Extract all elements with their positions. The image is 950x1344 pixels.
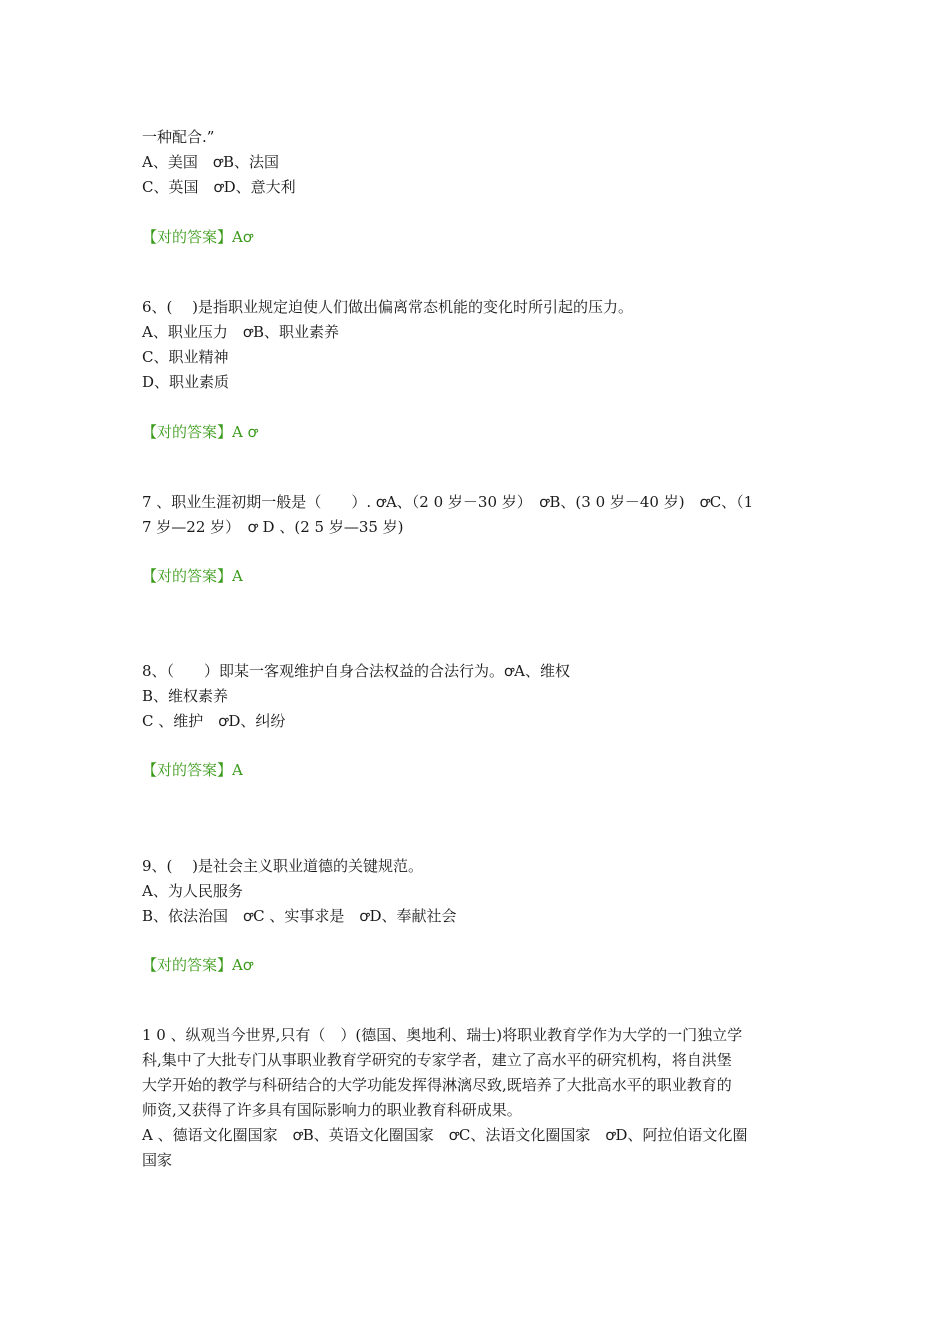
q8-stem: 8、（ ）即某一客观维护自身合法权益的合法行为。ꝍA、维权 bbox=[142, 662, 570, 680]
q7-line-2: 7 岁—22 岁） ꝍ D 、(2 5 岁—35 岁) bbox=[142, 518, 404, 536]
q10-line-3: 大学开始的教学与科研结合的大学功能发挥得淋漓尽致,既培养了大批高水平的职业教育的 bbox=[142, 1076, 732, 1094]
q9-option-a: A、为人民服务 bbox=[142, 882, 243, 900]
q8-option-b: B、维权素养 bbox=[142, 687, 229, 705]
q7-line-1: 7 、职业生涯初期一般是（ ）. ꝍA、（2 0 岁－30 岁） ꝍB、(3 0 岁－40 岁) ꝍC、（1 bbox=[142, 493, 754, 511]
q6-stem: 6、( )是指职业规定迫使人们做出偏离常态机能的变化时所引起的压力。 bbox=[142, 298, 634, 316]
q10-options: A 、德语文化圈国家 ꝍB、英语文化圈国家 ꝍC、法语文化圈国家 ꝍD、阿拉伯语文化圈 bbox=[142, 1126, 748, 1144]
q5-options-ab: A、美国 ꝍB、法国 bbox=[142, 153, 279, 171]
q10-options-wrap: 国家 bbox=[142, 1151, 173, 1169]
q6-answer: 【对的答案】A ꝍ bbox=[142, 423, 258, 441]
q5-tail: 一种配合.” bbox=[142, 128, 215, 146]
q5-answer: 【对的答案】Aꝍ bbox=[142, 228, 253, 246]
q8-options-cd: C 、维护 ꝍD、纠纷 bbox=[142, 712, 286, 730]
q8-answer: 【对的答案】A bbox=[142, 761, 243, 779]
q6-option-d: D、职业素质 bbox=[142, 373, 230, 391]
q9-stem: 9、( )是社会主义职业道德的关键规范。 bbox=[142, 857, 424, 875]
q10-line-1: 1 0 、纵观当今世界,只有（ ）(德国、奥地利、瑞士)将职业教育学作为大学的一门独立学 bbox=[142, 1026, 743, 1044]
q9-options-bcd: B、依法治国 ꝍC 、实事求是 ꝍD、奉献社会 bbox=[142, 907, 457, 925]
q6-option-c: C、职业精神 bbox=[142, 348, 229, 366]
q6-options-ab: A、职业压力 ꝍB、职业素养 bbox=[142, 323, 339, 341]
q10-line-4: 师资,又获得了许多具有国际影响力的职业教育科研成果。 bbox=[142, 1101, 522, 1119]
q5-options-cd: C、英国 ꝍD、意大利 bbox=[142, 178, 296, 196]
q9-answer: 【对的答案】Aꝍ bbox=[142, 956, 253, 974]
q7-answer: 【对的答案】A bbox=[142, 567, 243, 585]
q10-line-2: 科,集中了大批专门从事职业教育学研究的专家学者，建立了高水平的研究机构，将自洪堡 bbox=[142, 1051, 732, 1069]
